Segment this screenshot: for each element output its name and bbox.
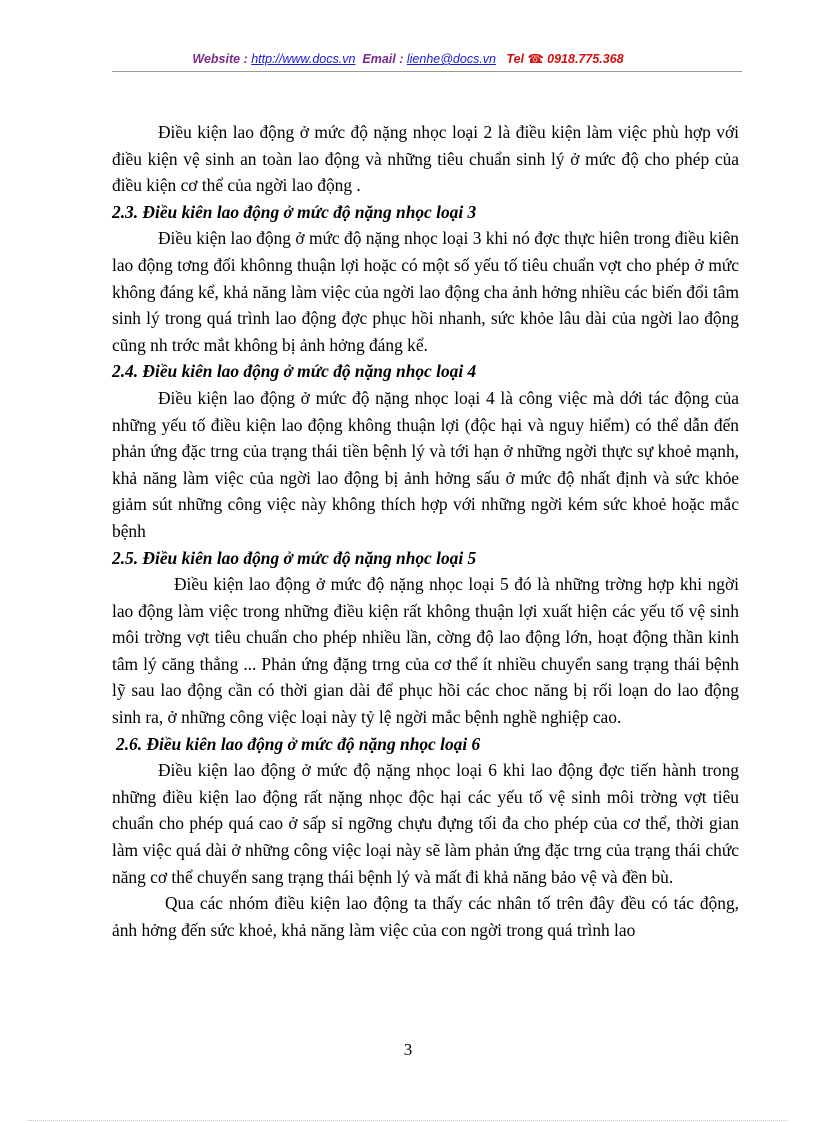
website-label: Website : <box>192 52 248 66</box>
phone-icon: ☎ <box>527 52 544 66</box>
heading-2-5: 2.5. Điều kiên lao động ở mức độ nặng nhọc loại 5 <box>112 547 477 568</box>
document-body <box>112 119 739 943</box>
heading-2-4: 2.4. Điều kiên lao động ở mức độ nặng nhọc loại 4 <box>112 361 477 382</box>
header-divider <box>112 71 742 72</box>
paragraph-loai-2: Điều kiện lao động ở mức độ nặng nhọc loại 2 là điều kiện làm việc phù hợp với điều kiện vệ sinh an toàn lao động và những tiêu chuẩn sinh lý ở mức độ cho phép của điều kiện cơ thể của ngời lao động . <box>112 122 739 196</box>
page-header <box>0 51 816 66</box>
paragraph-loai-5: Điều kiện lao động ở mức độ nặng nhọc loại 5 đó là những trờng hợp khi ngời lao động làm việc trong những điều kiện rất không thuận lợi xuất hiện các yếu tố vệ sinh môi trờng vợt tiêu chuẩn cho phép nhiều lần, cờng độ lao động lớn, hoạt động thần kinh tâm lý căng thẳng ... Phản ứng đặng trng của cơ thể ít nhiều chuyển sang trạng thái bệnh lỹ sau lao động cần có thời gian dài để phục hồi các choc năng bị rối loạn do lao động sinh ra, ở những công việc loại này tỷ lệ ngời mắc bệnh nghề nghiệp cao. <box>112 574 739 728</box>
email-label: Email : <box>362 52 404 66</box>
paragraph-loai-3: Điều kiện lao động ở mức độ nặng nhọc loại 3 khi nó đợc thực hiên trong điều kiên lao động tơng đối khônng thuận lợi hoặc có một số yếu tố tiêu chuẩn vợt cho phép ở mức không đáng kể, khả năng làm việc của ngời lao động cha ảnh hởng nhiều các biến đổi tâm sinh lý trong quá trình lao động đợc phục hồi nhanh, sức khỏe lâu dài của ngời lao động cũng nh trớc mắt không bị ảnh hởng đáng kể. <box>112 228 739 355</box>
phone-number: : 0918.775.368 <box>539 52 624 66</box>
heading-2-3: 2.3. Điều kiên lao động ở mức độ nặng nhọc loại 3 <box>112 201 477 222</box>
page-bottom-divider <box>28 1120 788 1121</box>
paragraph-summary: Qua các nhóm điều kiện lao động ta thấy các nhân tố trên đây đều có tác động, ảnh hởng đến sức khoẻ, khả năng làm việc của con ngời trong quá trình lao <box>112 893 739 940</box>
heading-2-6: 2.6. Điều kiên lao động ở mức độ nặng nhọc loại 6 <box>116 733 481 754</box>
email-link[interactable]: lienhe@docs.vn <box>406 52 496 66</box>
website-link[interactable]: http://www.docs.vn <box>251 52 356 66</box>
page-number: 3 <box>403 1040 413 1059</box>
paragraph-loai-6: Điều kiện lao động ở mức độ nặng nhọc loại 6 khi lao động đợc tiến hành trong những điều kiện lao động rất nặng nhọc độc hại các yếu tố vệ sinh môi trờng vợt tiêu chuẩn cho phép quá cao ở sấp sỉ ngỡng chựu đựng tối đa cho phép của cơ thể, thời gian làm việc quá dài ở những công việc loại này sẽ làm phản ứng đặc trng của trạng thái chức năng cơ thể chuyển sang trạng thái bệnh lý và mất đi khả năng bảo vệ và đền bù. <box>112 760 739 887</box>
paragraph-loai-4: Điều kiện lao động ở mức độ nặng nhọc loại 4 là công việc mà dới tác động của những yếu tố điều kiện lao động không thuận lợi (độc hại và nguy hiểm) có thể dẫn đến phản ứng đặc trng của trạng thái tiền bệnh lý và tới hạn ở những ngời thực sự khoẻ mạnh, khả năng làm việc của ngời lao động bị ảnh hởng sấu ở mức độ nhất định và sức khỏe giảm sút những công việc này không thích hợp với những ngời kém sức khoẻ hoặc mắc bệnh <box>112 387 739 541</box>
tel-label: Tel <box>506 52 525 66</box>
